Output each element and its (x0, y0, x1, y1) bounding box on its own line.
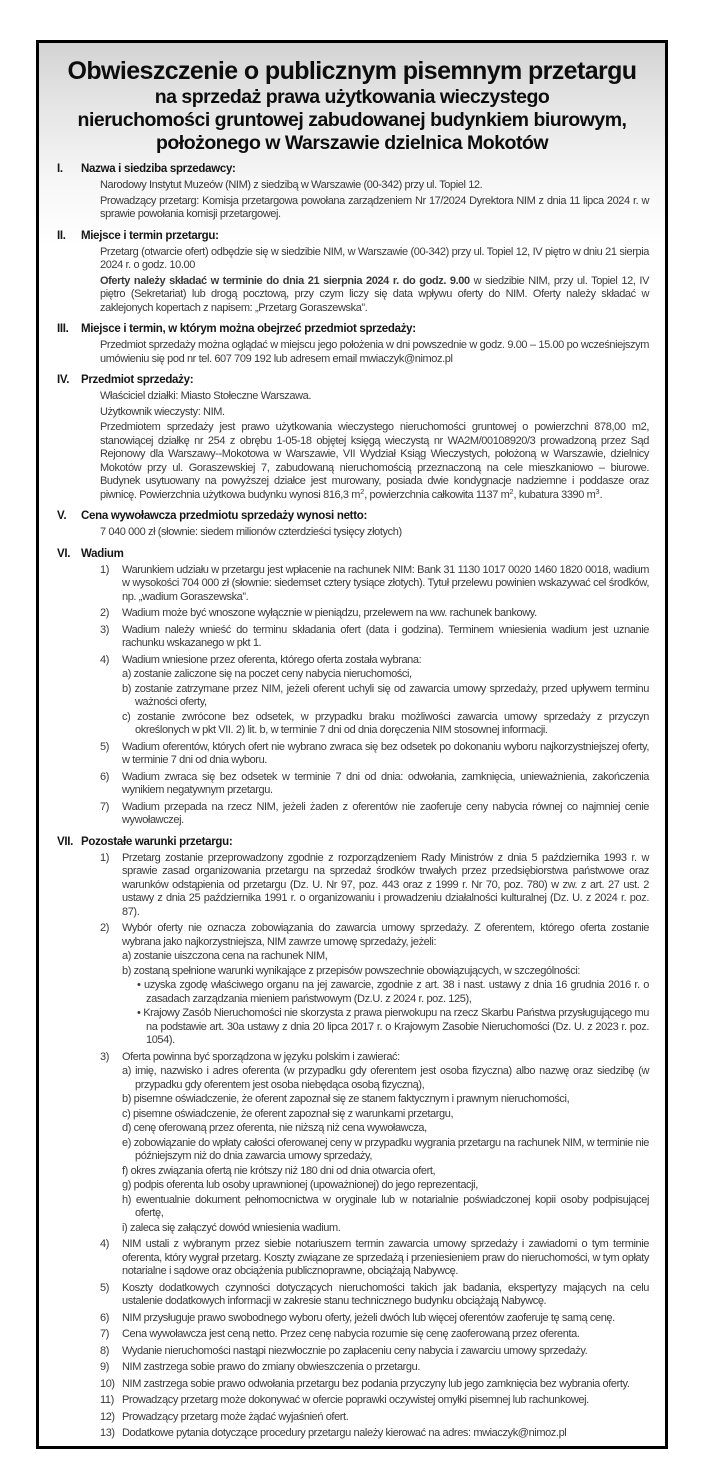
text-run: Prowadzący przetarg może dokonywać w ofercie poprawki oczywistej omyłki pisemnej lub rachunkowej. (122, 1394, 589, 1407)
section-heading (55, 229, 649, 243)
list-item-text (122, 801, 649, 828)
text-run: , kubatura 3390 m (513, 488, 596, 501)
list-item (100, 922, 649, 1048)
list-item-text (122, 852, 649, 920)
sub-item-label: g) (122, 1179, 134, 1192)
list-item (100, 1427, 649, 1441)
subtitle-line: położonego w Warszawie dzielnica Mokotów (155, 131, 549, 154)
list-item-text (122, 1282, 649, 1309)
sub-item-label: d) (122, 1122, 134, 1135)
section-title: Cena wywoławcza przedmiotu sprzedaży wynosi netto: (81, 510, 367, 523)
document-title: Obwieszczenie o publicznym pisemnym przetargu (67, 57, 637, 85)
section-numeral: I. (57, 163, 63, 176)
list-item-text (122, 1427, 649, 1441)
list-item (100, 1378, 649, 1392)
text-run: Użytkownik wieczysty: NIM. (100, 405, 225, 418)
list-item (100, 624, 649, 651)
list-item-label: 1) (100, 851, 109, 864)
sub-item (122, 1108, 649, 1122)
list-item-label: 7) (100, 800, 109, 813)
document-sections (55, 162, 649, 1441)
text-run: Wadium może być wnoszone wyłącznie w pieniądzu, przelewem na ww. rachunek bankowy. (122, 607, 537, 620)
sub-item (122, 1122, 649, 1136)
section-numeral: II. (57, 229, 66, 242)
text-run: Przedmiot sprzedaży można oglądać w miejscu jego położenia w dni powszednie w godz. 9.00 – 15.00 po wcześniejszym umówieniu się pod nr tel. 607 709 192 lub adresem email mwiaczyk@nimoz.pl (100, 339, 649, 365)
text-run: Cena wywoławcza jest ceną netto. Przez cenę nabycia rozumie się cenę zaoferowaną przez oferenta. (122, 1328, 580, 1341)
sub-item-label: a) (122, 668, 134, 681)
list-item-label: 9) (100, 1361, 109, 1374)
section-body (100, 564, 649, 828)
sub-item-label: c) (122, 1107, 134, 1120)
list-item-label: 13) (100, 1427, 115, 1440)
text-run: NIM przysługuje prawo swobodnego wyboru oferty, jeżeli dwóch lub więcej oferentów zaoferuje tę samą cenę. (122, 1311, 615, 1324)
paragraph (100, 421, 649, 502)
list-item (100, 1051, 649, 1236)
list-item (100, 654, 649, 738)
list-item-text (122, 1394, 649, 1408)
list-item-text (122, 1328, 649, 1342)
sub-item (122, 950, 649, 964)
list-item (100, 1238, 649, 1279)
text-run: uzyska zgodę właściwego organu na jej zawarcie, zgodnie z art. 38 i nast. ustawy z dnia 16 grudnia 2016 r. o zasadach zarządzania mieniem państwowym (Dz.U. z 2024 r. poz. 125), (144, 979, 649, 1005)
text-run: ewentualnie dokument pełnomocnictwa w oryginale lub w notarialnie poświadczonej kopii osoby podpisującej ofertę, (135, 1193, 649, 1220)
text-run: Prowadzący przetarg: Komisja przetargowa powołana zarządzeniem Nr 17/2024 Dyrektora NIM z dnia 11 lipca 2024 r. w sprawie powołania komisji przetargowej. (100, 194, 649, 221)
list-item-label: 6) (100, 1311, 109, 1324)
superscript: 3 (595, 486, 600, 496)
text-run: Wadium należy wnieść do terminu składania ofert (data i godzina). Terminem wniesienia wadium jest uznanie rachunku wskazanego w pkt 1. (122, 623, 649, 650)
section-numeral: VI. (57, 547, 71, 560)
text-run: zostaną spełnione warunki wynikające z przepisów powszechnie obowiązujących, w szczególności: (133, 964, 581, 977)
section-body (100, 852, 649, 1441)
sub-item-label: f) (122, 1164, 131, 1177)
section-numeral: IV. (57, 374, 70, 387)
section-title: Przedmiot sprzedaży: (81, 374, 194, 387)
list-item-label: 10) (100, 1377, 115, 1390)
document-subtitle (55, 86, 649, 154)
list-item-label: 5) (100, 1281, 109, 1294)
paragraph (100, 406, 649, 420)
list-item-text (122, 1378, 649, 1392)
sub-item-label: e) (122, 1136, 134, 1149)
text-run: Krajowy Zasób Nieruchomości nie skorzysta z prawa pierwokupu na rzecz Skarbu Państwa przysługującego mu na podstawie art. 30a ustawy z dnia 20 lipca 2017 r. o Krajowym Zasobie Nieruchomości (Dz. U. z 2023 r. poz. 1054). (143, 1007, 649, 1047)
section (55, 373, 649, 502)
section (55, 322, 649, 366)
text-run: w siedzibie NIM, przy ul. Topiel 12, IV piętro (Sekretariat) lub drogą pocztową, przy czym liczy się data wpływu oferty do NIM. Oferty należy składać w zaklejonych kopertach z napisem: „Przetarg Goraszewska”. (100, 274, 650, 314)
text-run: zostanie zatrzymane przez NIM, jeżeli oferent uchyli się od zawarcia umowy sprzedaży, przed upływem terminu ważności oferty, (134, 682, 649, 709)
sub-item (122, 668, 649, 682)
sub-item (122, 1065, 649, 1092)
section (55, 162, 649, 222)
section-title: Wadium (81, 547, 124, 560)
list-item-text (122, 1411, 649, 1425)
sub-item (122, 1179, 649, 1193)
section-body (100, 526, 649, 540)
paragraph (100, 195, 649, 222)
text-run: zostanie zaliczone się na poczet ceny nabycia nieruchomości, (133, 668, 412, 681)
section-title: Miejsce i termin, w którym można obejrzeć przedmiot sprzedaży: (81, 323, 416, 336)
paragraph (100, 179, 649, 193)
text-run: NIM zastrzega sobie prawo do zmiany obwieszczenia o przetargu. (122, 1361, 421, 1374)
section (55, 229, 649, 316)
section-body (100, 390, 649, 502)
list-item-text (122, 1345, 649, 1359)
section-body (100, 339, 649, 366)
text-run: NIM zastrzega sobie prawo odwołania przetargu bez podania przyczyny lub jego zamknięcia bez wybrania oferty. (122, 1377, 630, 1390)
text-run: pisemne oświadczenie, że oferent zapoznał się z warunkami przetargu, (133, 1107, 454, 1120)
paragraph (100, 390, 649, 404)
list-item-label: 11) (100, 1394, 114, 1407)
section-title: Miejsce i termin przetargu: (81, 229, 219, 242)
sub-item (122, 1165, 649, 1179)
sub-item (122, 1137, 649, 1164)
text-run: zaleca się załączyć dowód wniesienia wadium. (129, 1221, 341, 1234)
list-item (100, 1345, 649, 1359)
subtitle-line: na sprzedaż prawa użytkowania wieczystego (154, 86, 550, 108)
text-run: Wadium wniesione przez oferenta, którego oferta została wybrana: (122, 653, 422, 666)
list-item (100, 1411, 649, 1425)
text-run: Przedmiotem sprzedaży jest prawo użytkowania wieczystego nieruchomości gruntowej o powierzchni 878,00 m2, stanowiącej działkę nr 254 z obrębu 1-05-18 objętej księgą wieczystą nr WA2M/00108920/3 prowadzoną przez Sąd Rejonowy dla Warszawy--Mokotowa w Warszawie, VII Wydział Ksiąg Wieczystych, położoną w Warszawie, dzielnicy Mokotów przy ul. Goraszewskiej 7, zabudowaną nieruchomością przeznaczoną na cele mieszkaniowo – biurowe. Budynek usytuowany na powyższej działce jest murowany, posiada dwie kondygnacje nadziemne i poddasze oraz piwnicę. Powierzchnia użytkowa budynku wynosi 816,3 m (100, 421, 649, 501)
section-heading (55, 835, 649, 849)
text-run: Oferty należy składać w terminie do dnia 21 sierpnia 2024 r. do godz. 9.00 (100, 274, 470, 287)
text-run: imię, nazwisko i adres oferenta (w przypadku gdy oferentem jest osoba fizyczna) albo nazwę oraz siedzibę (w przypadku gdy oferentem jest osoba niebędąca osobą fizyczną), (135, 1065, 650, 1091)
list-item-label: 3) (100, 623, 109, 636)
list-item-text (122, 654, 649, 738)
superscript: 2 (509, 486, 514, 496)
text-run: Wydanie nieruchomości nastąpi niezwłocznie po zapłaceniu ceny nabycia i zawarciu umowy sprzedaży. (122, 1344, 588, 1357)
document-frame (36, 40, 668, 1449)
section-body (100, 246, 649, 316)
list-item-label: 1) (100, 563, 109, 576)
text-run: zostanie uiszczona cena na rachunek NIM, (133, 950, 328, 963)
list-item-text (122, 1361, 649, 1375)
bullet-icon: • (137, 979, 145, 992)
section (55, 509, 649, 540)
document-header (55, 57, 649, 154)
sub-item (122, 1194, 649, 1221)
text-run: , powierzchnia całkowita 1137 m (364, 488, 510, 501)
list-item-text (122, 1051, 649, 1236)
text-run: NIM ustali z wybranym przez siebie notariuszem termin zawarcia umowy sprzedaży i zawiadomi o tym terminie oferenta, który wygrał przetarg. Koszty związane ze sprzedażą i przeniesieniem praw do nieruchomości, w tym opłaty notarialne i sądowe oraz obciążenia publicznoprawne, obciążają Nabywcę. (122, 1238, 649, 1278)
sub-item-label: b) (122, 682, 135, 695)
list-item (100, 852, 649, 920)
text-run: Wadium zwraca się bez odsetek w terminie 7 dni od dnia: odwołania, zamknięcia, unieważnienia, zakończenia wynikiem negatywnym przetargu. (122, 770, 649, 797)
sub-item (122, 965, 649, 979)
text-run: . (599, 488, 603, 501)
section-numeral: III. (57, 323, 69, 336)
list-item-label: 5) (100, 740, 109, 753)
subtitle-line: nieruchomości gruntowej zabudowanej budynkiem biurowym, (77, 108, 627, 131)
text-run: Właściciel działki: Miasto Stołeczne Warszawa. (100, 390, 312, 403)
list-item-label: 2) (100, 922, 109, 935)
list-item (100, 741, 649, 768)
list-item-label: 4) (100, 1238, 109, 1251)
section (55, 835, 649, 1441)
text-run: pisemne oświadczenie, że oferent zapoznał się ze stanem faktycznym i prawnym nieruchomości, (133, 1093, 570, 1106)
list-item (100, 1394, 649, 1408)
list-item (100, 1328, 649, 1342)
list-item-text (122, 771, 649, 798)
text-run: Dodatkowe pytania dotyczące procedury przetargu należy kierować na adres: mwiaczyk@nimoz.pl (122, 1427, 567, 1440)
text-run: Warunkiem udziału w przetargu jest wpłacenie na rachunek NIM: Bank 31 1130 1017 0020 1460 1820 0018, wadium w wysokości 704 000 zł (słownie: siedemset cztery tysiące złotych). Tytuł przelewu powinien wskazywać cel środków, np. „wadium Goraszewska”. (122, 563, 649, 603)
text-run: podpis oferenta lub osoby uprawnionej (upoważnionej) do jego reprezentacji, (133, 1179, 478, 1192)
bullet-item (122, 979, 649, 1006)
text-run: Koszty dodatkowych czynności dotyczących nieruchomości takich jak badania, ekspertyzy mających na celu ustalenie dodatkowych informacji w zakresie stanu technicznego budynku obciążają Nabywcę. (122, 1281, 649, 1308)
sub-item-label: h) (122, 1193, 136, 1206)
list-item (100, 1312, 649, 1326)
list-item (100, 801, 649, 828)
list-item-text (122, 607, 649, 621)
list-item (100, 607, 649, 621)
list-item (100, 564, 649, 605)
list-item-label: 8) (100, 1344, 109, 1357)
text-run: Wadium oferentów, których ofert nie wybrano zwraca się bez odsetek po dokonaniu wyboru najkorzystniejszej oferty, w terminie 7 dni od dnia wyboru. (122, 740, 649, 767)
sub-item (122, 683, 649, 710)
sub-item-label: c) (122, 710, 138, 723)
text-run: Narodowy Instytut Muzeów (NIM) z siedzibą w Warszawie (00-342) przy ul. Topiel 12. (100, 179, 483, 192)
text-run: zobowiązanie do wpłaty całości oferowanej ceny w przypadku wygrania przetargu na rachunek NIM, w terminie nie późniejszym niż do dnia zawarcia umowy sprzedaży, (133, 1136, 649, 1163)
list-item-text (122, 922, 649, 1048)
text-run: Oferta powinna być sporządzona w języku polskim i zawierać: (122, 1050, 400, 1063)
text-run: cenę oferowaną przez oferenta, nie niższą niż cena wywoławcza, (133, 1122, 427, 1135)
section-heading (55, 509, 649, 523)
section-heading (55, 547, 649, 561)
list-item-text (122, 1238, 649, 1279)
list-item (100, 1282, 649, 1309)
sub-item (122, 711, 649, 738)
superscript: 2 (360, 486, 365, 496)
section (55, 547, 649, 828)
list-item-label: 7) (100, 1328, 109, 1341)
section-heading (55, 322, 649, 336)
sub-item-label: a) (122, 950, 134, 963)
paragraph (100, 526, 649, 540)
text-run: zostanie zwrócone bez odsetek, w przypadku braku możliwości zawarcia umowy sprzedaży z przyczyn określonych w pkt VII. 2) lit. b, w terminie 7 dni od dnia doręczenia NIM stosownej informacji. (135, 710, 649, 737)
paragraph (100, 246, 649, 273)
list-item-text (122, 741, 649, 768)
text-run: 7 040 000 zł (słownie: siedem milionów czterdzieści tysięcy złotych) (100, 526, 402, 539)
text-run: Wybór oferty nie oznacza zobowiązania do zawarcia umowy sprzedaży. Z oferentem, którego oferta zostanie wybrana jako najkorzystniejsza, NIM zawrze umowę sprzedaży, jeżeli: (122, 922, 649, 948)
section-heading (55, 373, 649, 387)
sub-item (122, 1222, 649, 1236)
text-run: okres związania ofertą nie krótszy niż 180 dni od dnia otwarcia ofert, (130, 1164, 436, 1177)
text-run: Przetarg zostanie przeprowadzony zgodnie z rozporządzeniem Rady Ministrów z dnia 5 października 1993 r. w sprawie zasad organizowania przetargu na sprzedaż środków trwałych przez przedsiębiorstwa państwowe oraz warunków odstąpienia od przetargu (Dz. U. Nr 97, poz. 443 oraz z 1999 r. Nr 70, poz. 780) w zw. z art. 27 ust. 2 ustawy z dnia 25 października 1991 r. o organizowaniu i prowadzeniu działalności kulturalnej (Dz. U. z 2024 r. poz. 87). (122, 851, 649, 918)
list-item-label: 12) (100, 1410, 115, 1423)
text-run: Prowadzący przetarg może żądać wyjaśnień ofert. (122, 1410, 349, 1423)
paragraph (100, 339, 649, 366)
text-run: Przetarg (otwarcie ofert) odbędzie się w siedzibie NIM, w Warszawie (00-342) przy ul. Topiel 12, IV piętro w dniu 21 sierpia 2024 r. o godz. 10.00 (100, 245, 649, 272)
section-body (100, 179, 649, 222)
section-numeral: V. (57, 510, 67, 523)
bullet-item (122, 1007, 649, 1048)
list-item-label: 3) (100, 1050, 109, 1063)
section-numeral: VII. (57, 835, 74, 848)
list-item (100, 771, 649, 798)
text-run: Wadium przepada na rzecz NIM, jeżeli żaden z oferentów nie zaoferuje ceny nabycia równej co najmniej cenie wywoławczej. (122, 800, 649, 827)
list-item (100, 1361, 649, 1375)
list-item-label: 2) (100, 607, 109, 620)
sub-item-label: i) (122, 1221, 130, 1234)
list-item-text (122, 564, 649, 605)
bullet-icon: • (137, 1007, 144, 1020)
list-item-label: 6) (100, 770, 109, 783)
section-title: Pozostałe warunki przetargu: (81, 835, 233, 848)
list-item-text (122, 624, 649, 651)
sub-item-label: b) (122, 1093, 134, 1106)
section-heading (55, 162, 649, 176)
sub-item (122, 1093, 649, 1107)
paragraph (100, 275, 649, 316)
sub-item-label: b) (122, 964, 134, 977)
list-item-label: 4) (100, 653, 109, 666)
sub-item-label: a) (122, 1065, 136, 1078)
section-title: Nazwa i siedziba sprzedawcy: (81, 163, 236, 176)
list-item-text (122, 1312, 649, 1326)
